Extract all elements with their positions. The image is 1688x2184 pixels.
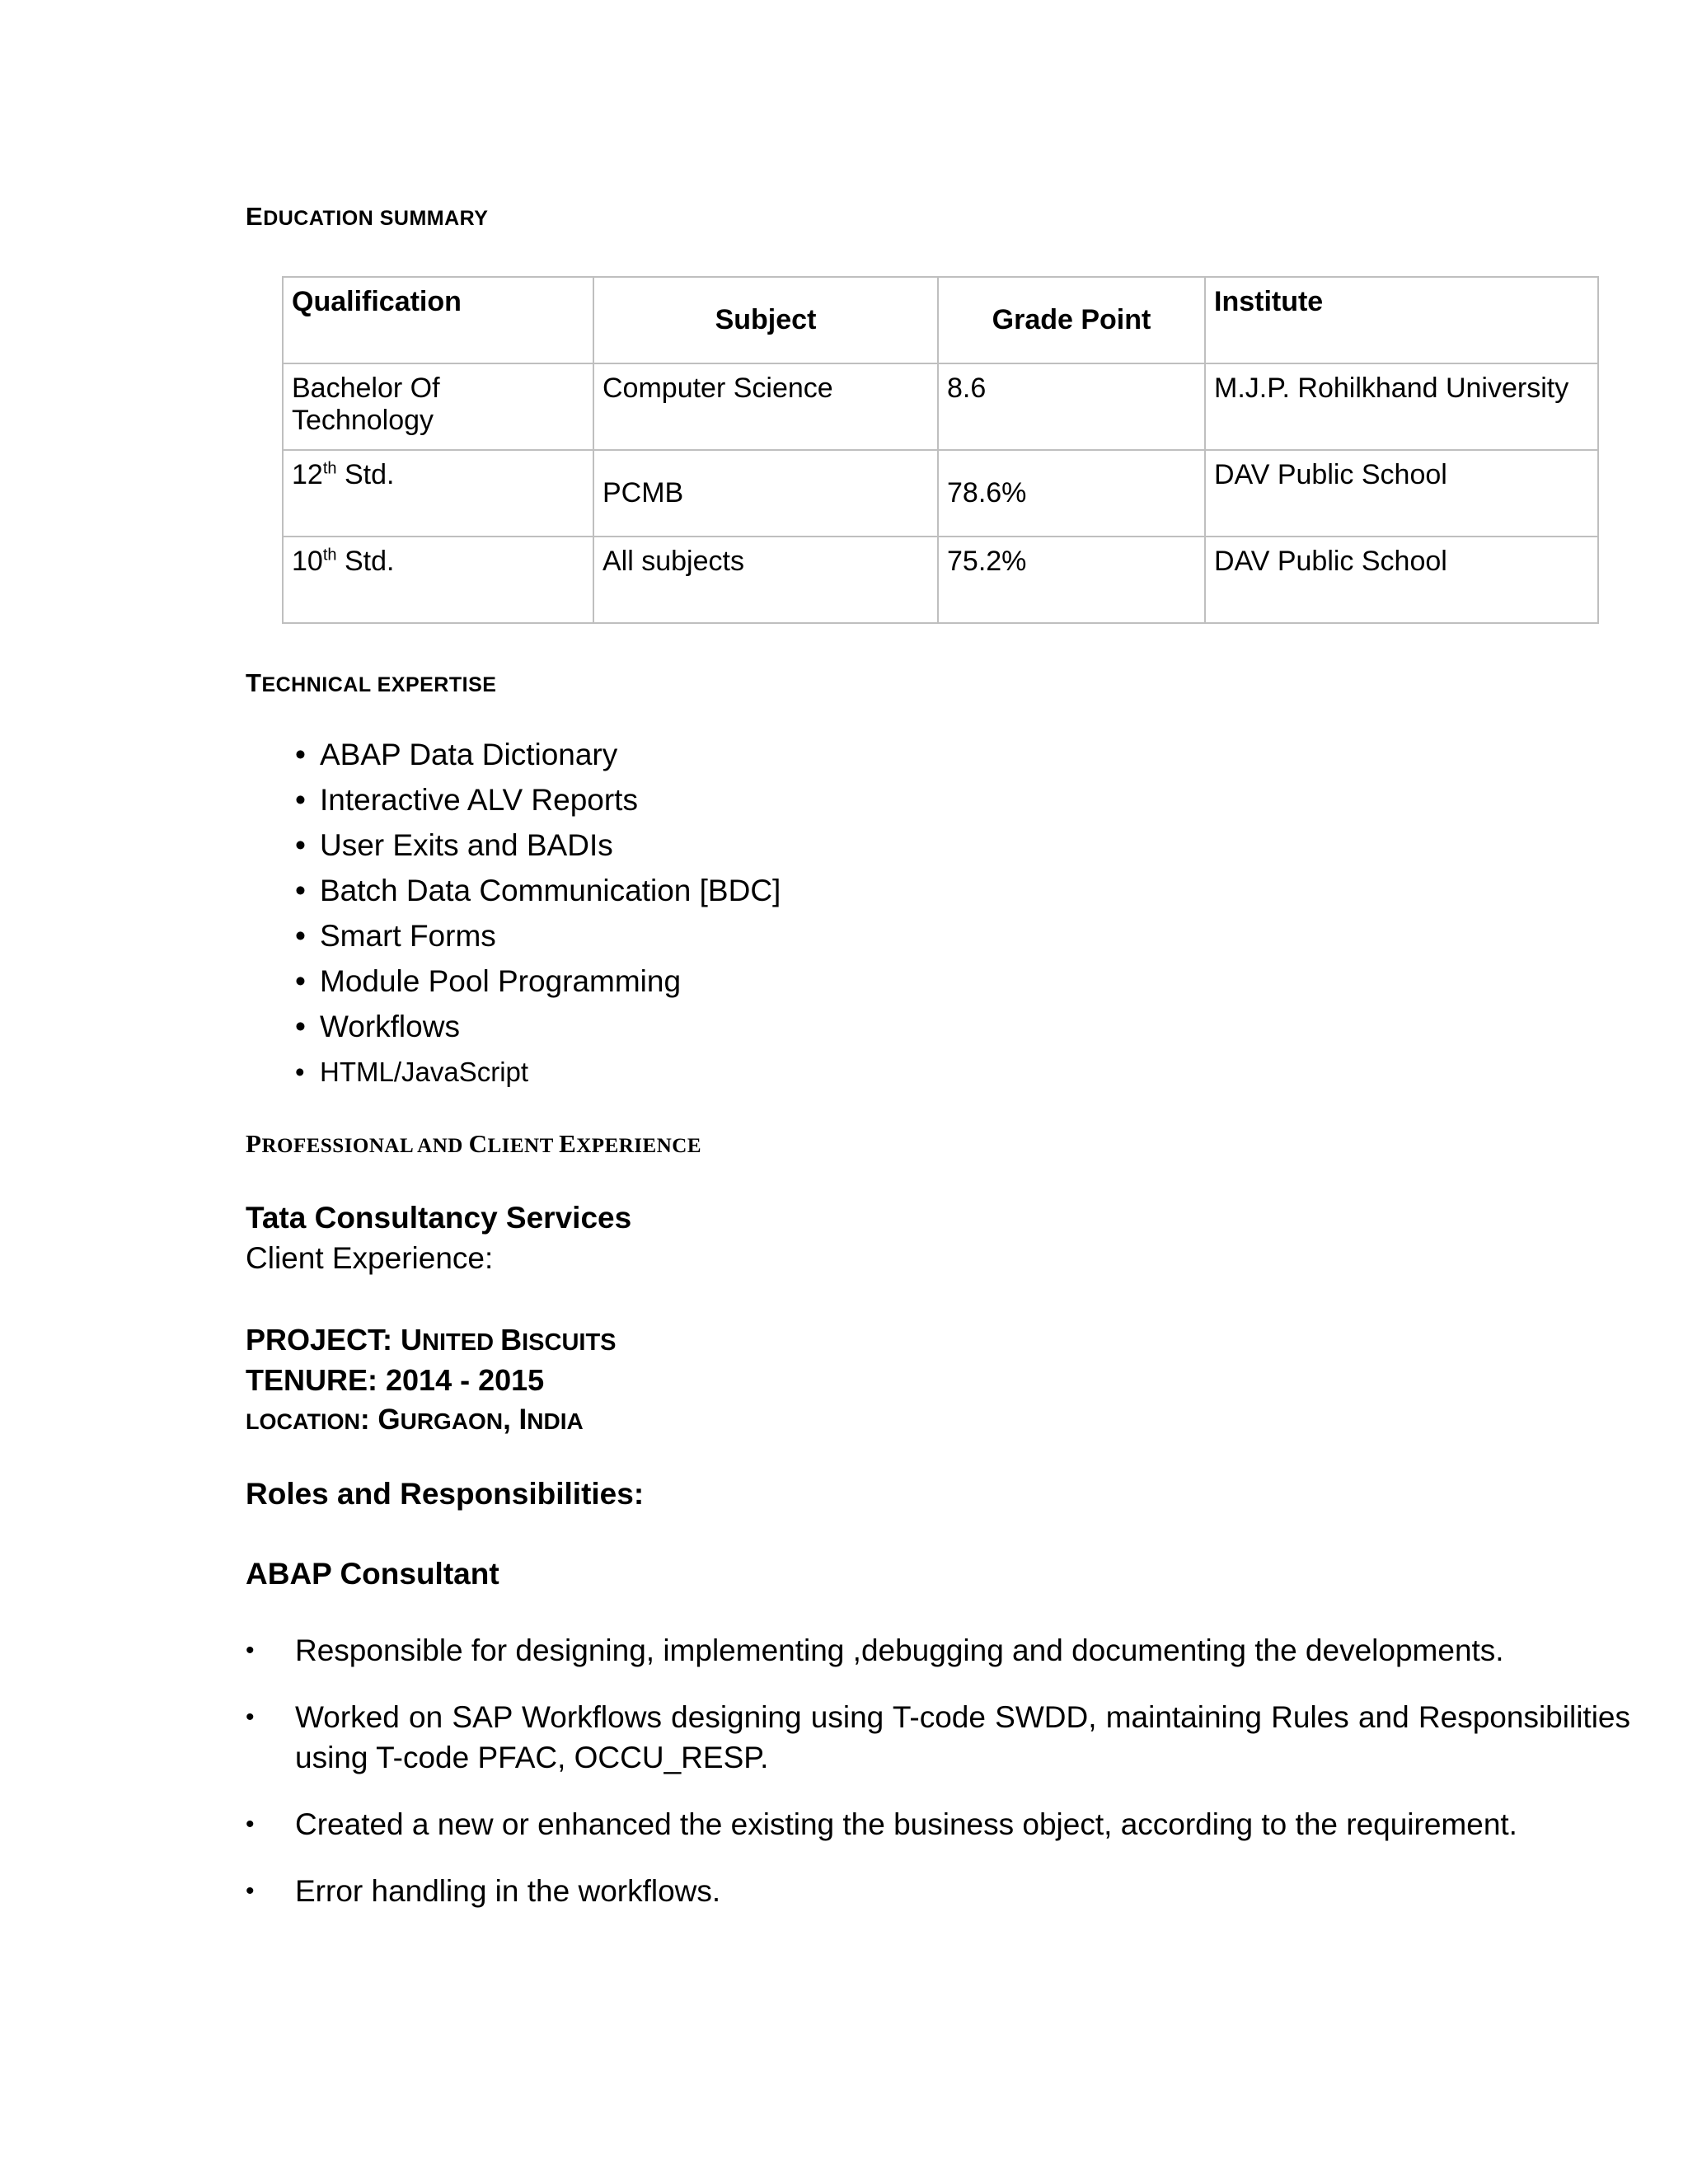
cell-qualification: 12th Std.: [283, 450, 593, 537]
table-header-row: [283, 277, 1598, 363]
cell-subject: Computer Science: [593, 363, 938, 450]
table-row: [283, 537, 1598, 623]
list-item: • Error handling in the workflows.: [246, 1871, 1630, 1911]
bullet-icon: •: [246, 1877, 255, 1905]
roles-heading: Roles and Responsibilities:: [246, 1477, 645, 1511]
header-grade-point: Grade Point: [938, 277, 1205, 363]
cell-institute: M.J.P. Rohilkhand University: [1205, 363, 1598, 450]
role-title: ABAP Consultant: [246, 1557, 499, 1591]
list-item: • Worked on SAP Workflows designing using T-code SWDD, maintaining Rules and Responsibilities using T-code PFAC, OCCU_RESP.: [246, 1697, 1630, 1778]
location-line: LOCATION: GURGAON, INDIA: [246, 1404, 584, 1436]
cell-qualification: 10th Std.: [283, 537, 593, 623]
cell-grade: 75.2%: [938, 537, 1205, 623]
list-item: • ABAP Data Dictionary: [295, 732, 781, 777]
bullet-icon: •: [246, 1811, 255, 1838]
professional-heading: PROFESSIONAL AND CLIENT EXPERIENCE: [246, 1129, 701, 1158]
technical-heading: TECHNICAL EXPERTISE: [246, 668, 497, 697]
list-item: • Smart Forms: [295, 913, 781, 958]
tenure-line: TENURE: 2014 - 2015: [246, 1363, 545, 1397]
cell-grade: 78.6%: [938, 450, 1205, 537]
bullet-icon: •: [246, 1704, 255, 1731]
project-line: PROJECT: UNITED BISCUITS: [246, 1323, 617, 1357]
list-item: • Created a new or enhanced the existing the business object, according to the requirement.: [246, 1804, 1630, 1844]
bullet-icon: •: [246, 1637, 255, 1664]
education-table: [282, 276, 1599, 624]
cell-qualification: Bachelor Of Technology: [283, 363, 593, 450]
header-qualification: Qualification: [283, 277, 593, 363]
client-label: Client Experience:: [246, 1241, 494, 1275]
cell-grade: 8.6: [938, 363, 1205, 450]
education-heading: EDUCATION SUMMARY: [246, 202, 489, 231]
list-item: • HTML/JavaScript: [295, 1049, 781, 1094]
list-item: • Module Pool Programming: [295, 958, 781, 1004]
table-row: [283, 450, 1598, 537]
cell-subject: PCMB: [593, 450, 938, 537]
cell-institute: DAV Public School: [1205, 537, 1598, 623]
technical-list: [295, 732, 781, 1094]
header-subject: Subject: [593, 277, 938, 363]
company-name: Tata Consultancy Services: [246, 1201, 632, 1235]
cell-subject: All subjects: [593, 537, 938, 623]
list-item: • Workflows: [295, 1004, 781, 1049]
list-item: • User Exits and BADIs: [295, 823, 781, 868]
list-item: • Responsible for designing, implementing ,debugging and documenting the developments.: [246, 1630, 1630, 1671]
responsibilities-list: [246, 1630, 1630, 1938]
table-row: [283, 363, 1598, 450]
list-item: • Interactive ALV Reports: [295, 777, 781, 823]
cell-institute: DAV Public School: [1205, 450, 1598, 537]
header-institute: Institute: [1205, 277, 1598, 363]
list-item: • Batch Data Communication [BDC]: [295, 868, 781, 913]
